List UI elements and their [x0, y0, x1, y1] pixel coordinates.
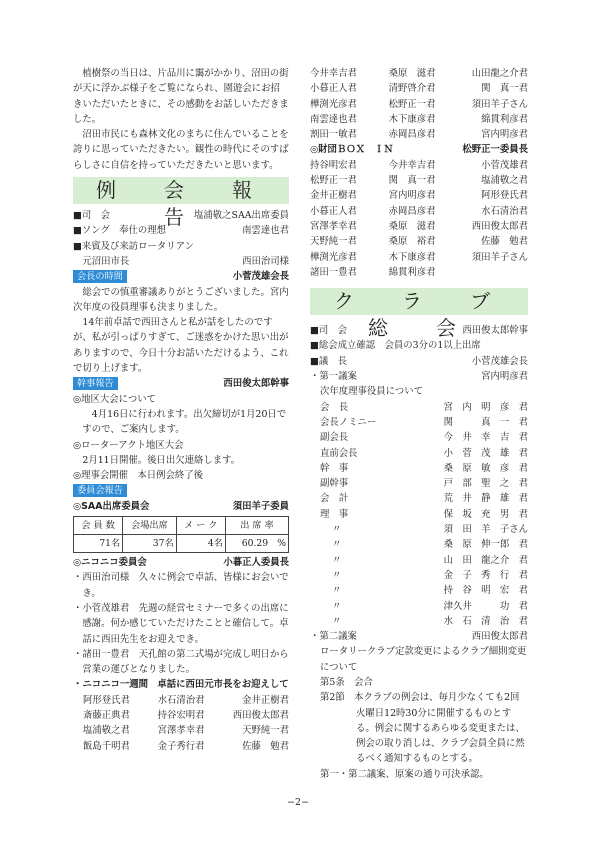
- member-row: [310, 66, 528, 81]
- director-row: [320, 583, 528, 598]
- table-cell: 37名: [123, 535, 176, 553]
- officer-role: 副会長: [320, 432, 349, 444]
- first-proposal-intro: 次年度理事役員について: [320, 386, 423, 398]
- reikai-item: 元沼田市長 西田治司様: [73, 255, 289, 267]
- kaicho-tag: 会長の時間: [73, 270, 127, 283]
- member-name: 桑原 滋君: [388, 220, 436, 232]
- member-row: [310, 112, 528, 127]
- officer-name: 荒 井 静 雄 君: [443, 493, 528, 505]
- member-row: [310, 219, 528, 234]
- member-row: [83, 693, 289, 708]
- member-name: 綿貫利彦君: [388, 266, 436, 278]
- second-proposal-line: 第5条 会合: [320, 676, 373, 688]
- conclusion: 第一・第二議案、原案の通り可決承認。: [320, 768, 489, 780]
- member-list: [310, 66, 528, 142]
- officer-list: [310, 400, 528, 522]
- member-name: 金井正樹君: [310, 190, 357, 202]
- member-name: 小暮正人君: [310, 205, 357, 217]
- second-proposal-line: ロータリークラブ定款変更によるクラブ細則変更について: [320, 646, 527, 673]
- member-name: 割田一敏君: [310, 129, 357, 141]
- director-name: 山 田 龍之介 君: [443, 554, 528, 566]
- officer-name: 桑 原 敏 彦 君: [443, 462, 528, 474]
- director-name: 持 谷 明 宏 君: [443, 585, 528, 597]
- director-row: [320, 568, 528, 583]
- soukai-item: ■議 長 小菅茂雄会長: [310, 355, 528, 367]
- member-row: [310, 188, 528, 203]
- member-name: 赤岡昌彦君: [388, 129, 436, 141]
- table-cell: 71名: [74, 535, 123, 553]
- member-row: [310, 173, 528, 188]
- member-name: 須田羊子さん: [471, 251, 528, 263]
- kanji-tag: 幹事報告: [73, 377, 118, 390]
- iinkai-header: [73, 483, 289, 498]
- ditto-mark: 〃: [332, 554, 342, 566]
- director-row: [320, 553, 528, 568]
- right-column: [310, 66, 538, 782]
- director-row: [320, 599, 528, 614]
- soukai-heading: ク ラ ブ 総 会: [310, 288, 528, 315]
- member-name: 阿形登氏君: [481, 190, 528, 202]
- table-header: メ ー ク: [176, 517, 225, 535]
- member-name: 諸田一豊君: [310, 266, 357, 278]
- officer-name: 保 坂 充 男 君: [443, 508, 528, 520]
- member-list: [310, 158, 528, 280]
- ditto-mark: 〃: [332, 615, 342, 627]
- member-name: 宮澤孝幸君: [310, 220, 357, 232]
- member-row: [310, 204, 528, 219]
- member-name: 佐藤 勉君: [481, 236, 528, 248]
- table-cell: 60.29 %: [225, 535, 288, 553]
- director-name: 桑 原 伸一郎 君: [443, 539, 528, 551]
- intro-paragraph-1: 植樹祭の当日は、片品川に靄がかかり、沼田の街が天に浮かぶ様子をご覧になられ、園遊会にお招きいただいたときに、その感動をお話しいただきました。: [73, 68, 289, 125]
- member-name: 桑原 滋君: [388, 68, 436, 79]
- kanji-line: 2月11日開催。後日出欠連絡します。: [73, 454, 241, 466]
- member-name: 持谷宏明君: [157, 709, 205, 721]
- member-row: [310, 158, 528, 173]
- member-name: 樺渕光彦君: [310, 251, 357, 263]
- member-name: 飯島千明君: [83, 740, 130, 752]
- left-column: [73, 66, 300, 754]
- soukai-item: ・第一議案 宮内明彦君: [310, 371, 528, 383]
- officer-name: 関 真 一 君: [443, 416, 528, 428]
- ditto-mark: 〃: [332, 524, 342, 536]
- kanji-header: [73, 376, 289, 391]
- director-name: 金 子 秀 行 君: [443, 569, 528, 581]
- ditto-mark: 〃: [332, 539, 342, 551]
- member-name: 水石清治君: [481, 205, 528, 217]
- reikai-item: ■司 会 塩浦敬之SAA出席委員: [73, 210, 289, 222]
- member-name: 桑原 裕君: [388, 236, 436, 248]
- member-name: 南雲達也君: [310, 113, 357, 125]
- ditto-mark: 〃: [332, 585, 342, 597]
- table-header: 会場出席: [123, 517, 176, 535]
- attendance-table: [73, 516, 289, 553]
- member-name: 小菅茂雄君: [481, 159, 528, 171]
- member-name: 西田俊太郎君: [232, 709, 289, 721]
- member-row: [310, 97, 528, 112]
- officer-row: [320, 415, 528, 430]
- member-name: 山田龍之介君: [471, 68, 528, 79]
- officer-row: [320, 491, 528, 506]
- niko-speaker: 小暮正人委員長: [223, 557, 289, 569]
- member-name: 今井幸吉君: [388, 159, 436, 171]
- saa-speaker: 須田羊子委員: [232, 500, 289, 512]
- second-proposal: ・第二議案 西田俊太郎君: [310, 631, 528, 643]
- member-row: [310, 81, 528, 96]
- member-name: 塩浦敬之君: [83, 725, 130, 737]
- member-name: 水石清治君: [157, 694, 205, 706]
- table-cell: 4名: [176, 535, 225, 553]
- saa-title: ◎SAA出席委員会: [73, 500, 150, 512]
- member-name: 関 真一君: [388, 175, 436, 187]
- member-name: 斎藤正典君: [83, 709, 130, 721]
- kanji-line: ◎ローターアクト地区大会: [73, 439, 184, 451]
- kaicho-paragraph-2: 14年前卓話で西田さんと私が話をしたのですが、私が引っぱりすぎて、ご迷惑をかけた思い出がありますので、今日十分お話いただけるよう、これで切り上げます。: [73, 317, 289, 375]
- officer-role: 幹 事: [320, 462, 349, 474]
- intro-paragraph-2: 沼田市民にも森林文化のまちに住んでいることを誇りに思っていただきたい。観性の時代にそのすばらしさに自信を持っていただきたいと思います。: [73, 129, 289, 171]
- niko-item: ・西田治司様 久々に例会で卓話、皆様にお会いでき。: [73, 572, 289, 599]
- officer-row: [320, 446, 528, 461]
- niko-header: [73, 555, 289, 570]
- officer-role: 会 長: [320, 401, 349, 413]
- director-name: 須 田 羊 子さん: [443, 524, 528, 536]
- kanji-line: ◎地区大会について: [73, 393, 156, 405]
- member-row: [83, 723, 289, 738]
- saa-header: [73, 499, 289, 514]
- niko-item: ・諸田一豊君 天孔館の第二式場が完成し明日から営業の運びとなりました。: [73, 648, 289, 676]
- member-row: [310, 265, 528, 280]
- member-row: [83, 708, 289, 723]
- article-text: 第2節 本クラブの例会は、毎月少なくても2回火曜日12時30分に開催するものとする。例会に関するあらゆる変更または、例会の取り消しは、クラブ会員全員に然るべく通知するものとする。: [320, 692, 525, 765]
- member-name: 樺渕光彦君: [310, 98, 357, 110]
- member-name: 赤岡昌彦君: [388, 205, 436, 217]
- member-name: 塩浦敬之君: [481, 175, 528, 187]
- director-list: [310, 522, 528, 629]
- member-name: 今井幸吉君: [310, 68, 357, 79]
- table-header: 出 席 率: [225, 517, 288, 535]
- officer-role: 会長ノミニー: [320, 416, 377, 428]
- officer-role: 直前会長: [320, 447, 358, 459]
- member-name: 金子秀行君: [157, 740, 205, 752]
- member-name: 木下康彦君: [388, 251, 436, 263]
- member-list: [73, 693, 289, 754]
- reikai-heading: 例 会 報 告: [73, 177, 289, 204]
- member-name: 宮内明彦君: [481, 129, 528, 141]
- member-name: 清野啓介君: [388, 83, 436, 95]
- kaicho-paragraph-1: 総会での慎重審議ありがとうございました。宮内次年度の役員理事も決まりました。: [73, 286, 289, 313]
- kanji-speaker: 西田俊太郎幹事: [223, 378, 289, 390]
- officer-name: 戸 部 聖 之 君: [443, 478, 528, 490]
- director-row: [320, 537, 528, 552]
- member-name: 佐藤 勉君: [242, 740, 289, 752]
- box-header: [310, 142, 528, 157]
- officer-name: 宮 内 明 彦 君: [443, 401, 528, 413]
- member-name: 須田羊子さん: [471, 98, 528, 110]
- soukai-item: ■総会成立確認 会員の3分の1以上出席: [310, 340, 481, 352]
- member-name: 天野純一君: [310, 236, 357, 248]
- niko-title: ◎ニコニコ委員会: [73, 557, 147, 569]
- member-name: 西田俊太郎君: [471, 220, 528, 232]
- iinkai-tag: 委員会報告: [73, 484, 127, 497]
- director-name: 水 石 清 治 君: [443, 615, 528, 627]
- soukai-item: ■司 会 西田俊太郎幹事: [310, 325, 528, 337]
- table-header: 会 員 数: [74, 517, 123, 535]
- ditto-mark: 〃: [332, 569, 342, 581]
- niko-week-title: ・ニコニコ一週間 卓話に西田元市長をお迎えして: [73, 679, 289, 691]
- ditto-mark: 〃: [332, 600, 342, 612]
- member-name: 木下康彦君: [388, 113, 436, 125]
- member-row: [310, 127, 528, 142]
- member-name: 持谷明宏君: [310, 159, 357, 171]
- officer-row: [320, 461, 528, 476]
- reikai-item: ■来賓及び来訪ロータリアン: [73, 240, 194, 252]
- table-row: [74, 517, 289, 535]
- officer-name: 今 井 幸 吉 君: [443, 432, 528, 444]
- box-title: ◎財団ＢＯＸ ＩＮ: [310, 144, 394, 156]
- officer-row: [320, 430, 528, 445]
- officer-role: 理 事: [320, 508, 349, 520]
- member-name: 宮澤孝幸君: [157, 725, 205, 737]
- kanji-line: 4月16日に行われます。出欠締切が1月20日ですので、ご案内します。: [82, 408, 287, 436]
- member-name: 阿形登氏君: [83, 694, 130, 706]
- box-speaker: 松野正一委員長: [462, 144, 528, 156]
- officer-row: [320, 476, 528, 491]
- member-row: [310, 250, 528, 265]
- officer-row: [320, 400, 528, 415]
- member-name: 綿貫利彦君: [481, 113, 528, 125]
- member-row: [83, 739, 289, 754]
- reikai-item: ■ソング 奉仕の理想 南雲達也君: [73, 225, 289, 237]
- director-name: 津久井 功 君: [443, 600, 528, 612]
- director-row: [320, 522, 528, 537]
- member-row: [310, 234, 528, 249]
- kaicho-header: [73, 269, 289, 284]
- table-row: [74, 535, 289, 553]
- member-name: 松野正一君: [388, 98, 436, 110]
- niko-item: ・小菅茂雄君 先週の経営セミナーで多くの出席に感謝。何か感じていただけたことと確信して。卓話に西田先生をお迎えでき。: [73, 602, 289, 645]
- officer-row: [320, 507, 528, 522]
- member-name: [455, 265, 528, 280]
- kaicho-speaker: 小菅茂雄会長: [232, 271, 289, 283]
- page-number: −2−: [287, 797, 309, 808]
- director-row: [320, 614, 528, 629]
- member-name: 松野正一君: [310, 175, 357, 187]
- officer-role: 副幹事: [320, 478, 349, 490]
- member-name: 金井正樹君: [242, 694, 289, 706]
- officer-role: 会 計: [320, 493, 349, 505]
- member-name: 関 真一君: [481, 83, 528, 95]
- member-name: 宮内明彦君: [388, 190, 436, 202]
- member-name: 小暮正人君: [310, 83, 357, 95]
- member-name: 天野純一君: [242, 725, 289, 737]
- officer-name: 小 菅 茂 雄 君: [443, 447, 528, 459]
- kanji-line: ◎理事会開催 本日例会終了後: [73, 470, 204, 482]
